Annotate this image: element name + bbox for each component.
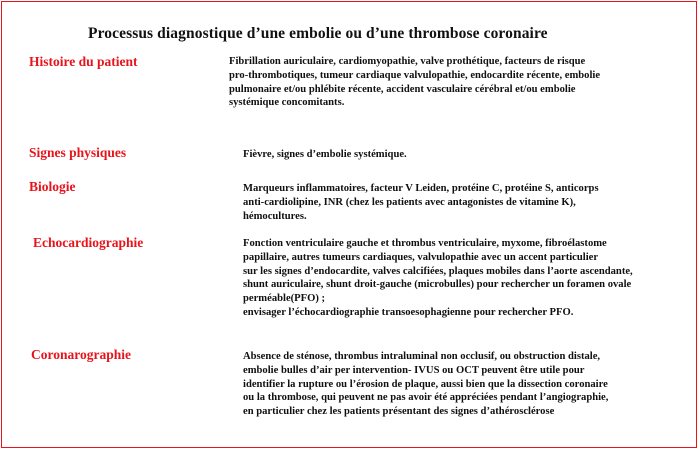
row-label-coronarographie: Coronarographie — [31, 347, 132, 362]
desc-line: identifier la rupture ou l’érosion de plaque, aussi bien que la dissection coronaire — [243, 378, 608, 390]
row-desc-signes — [243, 148, 407, 162]
desc-line: perméable(PFO) ; — [243, 293, 326, 305]
desc-line: hémocultures. — [243, 210, 307, 222]
desc-line: ou la thrombose, qui peuvent ne pas avoir été appréciées pendant l’angiographie, — [243, 392, 609, 404]
row-desc-histoire — [229, 55, 600, 110]
desc-line: Fièvre, signes d’embolie systémique. — [243, 149, 407, 160]
row-label-signes: Signes physiques — [29, 145, 127, 160]
desc-line: embolie bulles d’air per intervention- IVUS ou OCT peuvent être utile pour — [243, 364, 585, 376]
row-desc-echocardiographie — [243, 237, 633, 320]
row-desc-coronarographie — [243, 350, 608, 419]
desc-line: shunt auriculaire, shunt droit-gauche (microbulles) pour rechercher un foramen ovale — [243, 279, 632, 291]
desc-line: Marqueurs inflammatoires, facteur V Leiden, protéine C, protéine S, anticorps — [243, 183, 599, 194]
desc-line: sur les signes d’endocardite, valves calcifiées, plaques mobiles dans l’aorte ascendante, — [243, 265, 633, 277]
desc-line: Absence de sténose, thrombus intraluminal non occlusif, ou obstruction distale, — [243, 351, 601, 362]
row-label-histoire: Histoire du patient — [29, 54, 138, 69]
row-label-echocardiographie: Echocardiographie — [33, 235, 144, 250]
row-desc-biologie — [243, 182, 599, 223]
desc-line: envisager l’échocardiographie transoesophagienne pour rechercher PFO. — [243, 306, 574, 318]
desc-line: anti-cardiolipine, INR (chez les patients avec antagonistes de vitamine K), — [243, 196, 576, 208]
desc-line: pro-thrombotiques, tumeur cardiaque valvulopathie, endocardite récente, embolie — [229, 69, 601, 81]
desc-line: pulmonaire et/ou phlébite récente, accident vasculaire cérébral et/ou embolie — [229, 83, 576, 95]
row-label-biologie: Biologie — [29, 179, 76, 194]
page-title: Processus diagnostique d’une embolie ou d’une thrombose coronaire — [88, 25, 548, 42]
desc-line: Fibrillation auriculaire, cardiomyopathie, valve prothétique, facteurs de risque — [229, 56, 586, 67]
desc-line: systémique concomitants. — [229, 97, 345, 109]
desc-line: Fonction ventriculaire gauche et thrombus ventriculaire, myxome, fibroélastome — [243, 238, 607, 249]
desc-line: papillaire, autres tumeurs cardiaques, valvulopathie avec un accent particulier — [243, 251, 599, 263]
desc-line: en particulier chez les patients présentant des signes d’athérosclérose — [243, 406, 555, 418]
